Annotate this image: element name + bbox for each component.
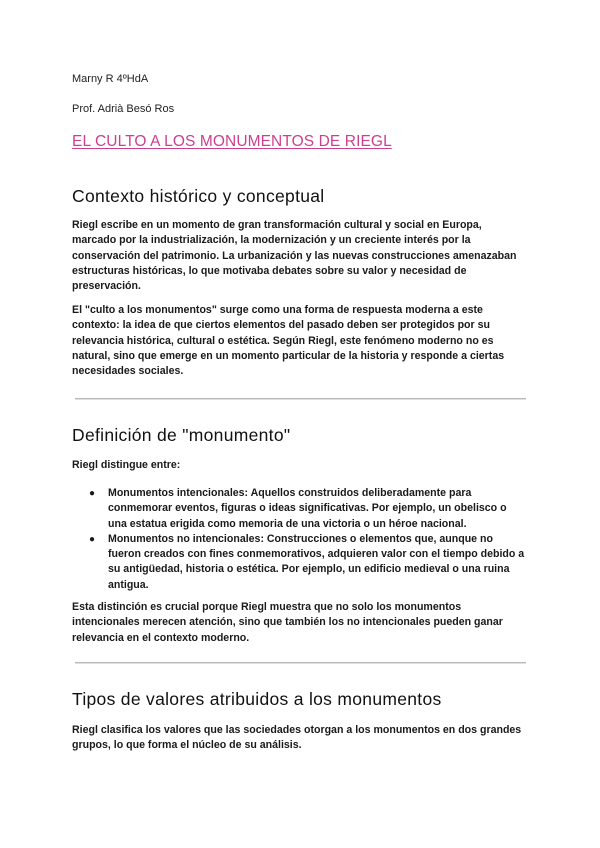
professor-line: Prof. Adrià Besó Ros [72, 103, 175, 115]
section-heading-tipos: Tipos de valores atribuidos a los monumentos [72, 689, 442, 709]
list-item [72, 486, 528, 532]
bullet-icon: ● [89, 488, 96, 499]
bullet-icon: ● [89, 533, 96, 545]
document-title: EL CULTO A LOS MONUMENTOS DE RIEGL [72, 133, 392, 150]
paragraph: Esta distinción es crucial porque Riegl muestra que no solo los monumentos intencionales merecen atención, sino que también los no intencionales pueden ganar relevancia en el contexto moderno. [72, 601, 503, 644]
paragraph: Riegl escribe en un momento de gran transformación cultural y social en Europa, marcado por la industrialización, la modernización y un creciente interés por la conservación del patrimonio. La urbanización y las nuevas construcciones amenazaban estructuras históricas, lo que motivaba debates sobre su valor y necesidad de preservación. [72, 219, 517, 293]
list-item-text: Monumentos intencionales: Aquellos construidos deliberadamente para conmemorar eventos, figuras o ideas significativas. Por ejemplo, un obelisco o una estatua erigida como memoria de una victoria o un héroe nacional. [108, 487, 507, 530]
list-item-text: Monumentos no intencionales: Construcciones o elementos que, aunque no fueron creados con fines conmemorativos, adquieren valor con el tiempo debido a su antigüedad, historia o estética. Por ejemplo, un edificio medieval o una ruina antigua. [108, 532, 525, 591]
paragraph-intro: Riegl distingue entre: [72, 459, 181, 471]
author-line: Marny R 4ºHdA [72, 73, 149, 85]
bullet-list [72, 486, 528, 593]
section-heading-contexto: Contexto histórico y conceptual [72, 186, 325, 206]
section-divider [75, 398, 526, 400]
section-heading-definicion: Definición de "monumento" [72, 425, 291, 445]
section-divider [75, 662, 526, 664]
paragraph: Riegl clasifica los valores que las sociedades otorgan a los monumentos en dos grandes grupos, lo que forma el núcleo de su análisis. [72, 724, 522, 752]
paragraph: El "culto a los monumentos" surge como una forma de respuesta moderna a este contexto: la idea de que ciertos elementos del pasado deben ser protegidos por su relevancia histórica, cultural o estética. Según Riegl, este fenómeno moderno no es natural, sino que emerge en un momento particular de la historia y responde a ciertas necesidades sociales. [72, 304, 505, 378]
list-item [72, 532, 528, 593]
